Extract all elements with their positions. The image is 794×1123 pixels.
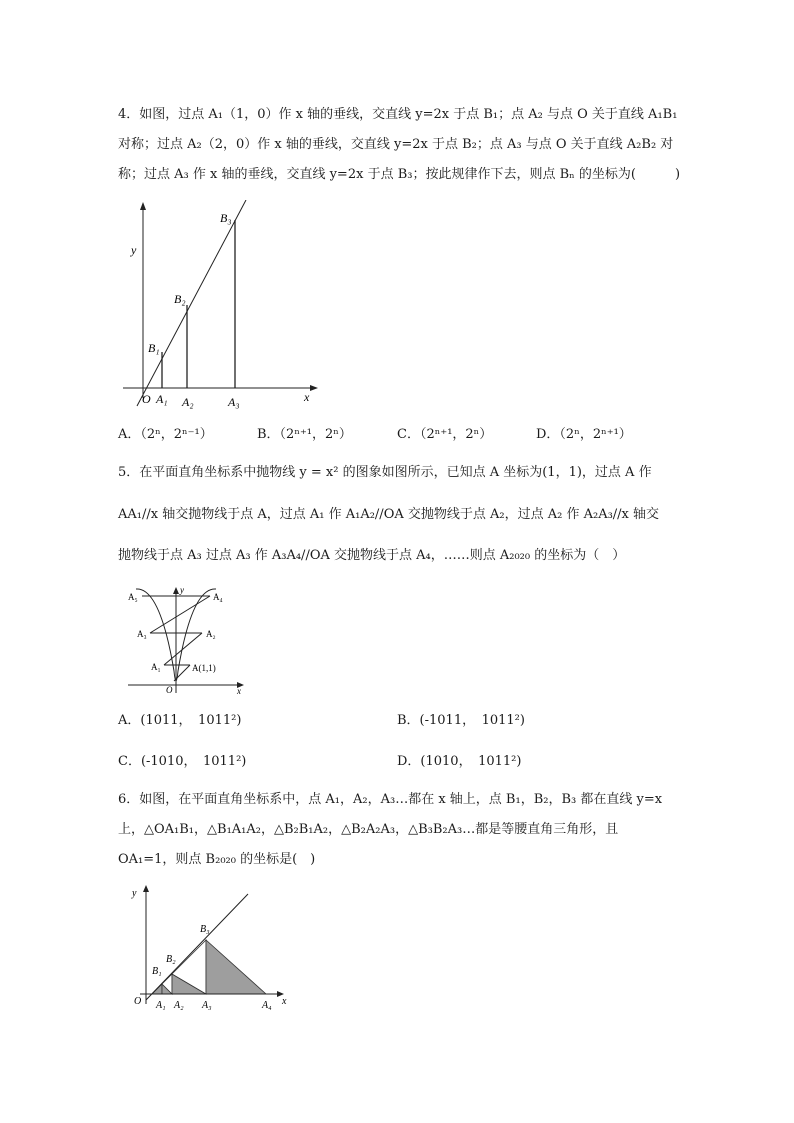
q4-option-d[interactable]: D．（2ⁿ，2ⁿ⁺¹）: [536, 427, 632, 442]
origin-label: O: [142, 392, 151, 406]
label-a3: A₃: [228, 395, 240, 409]
x-axis-label: x: [304, 390, 310, 404]
label-a2: A₂: [206, 629, 216, 639]
label-b1: B₁: [152, 966, 162, 977]
label-b2: B₂: [174, 292, 186, 306]
q5-text-line-2: AA₁//x 轴交抛物线于点 A，过点 A₁ 作 A₁A₂//OA 交抛物线于点 A₂，过点 A₂ 作 A₂A₃//x 轴交: [118, 507, 660, 522]
y-axis-arrow-icon: [143, 885, 149, 892]
segment-a3a4: [150, 596, 210, 633]
q4-text-line-3: 称；过点 A₃ 作 x 轴的垂线，交直线 y=2x 于点 B₃；按此规律作下去，则点 Bₙ 的坐标为( ): [118, 167, 681, 182]
q5-option-c[interactable]: C．(-1010， 1011²): [118, 754, 247, 769]
q5-option-d[interactable]: D．(1010， 1011²): [397, 754, 522, 769]
y-axis-label: y: [131, 243, 137, 257]
line-y-2x: [137, 200, 246, 406]
q6-figure: [124, 880, 294, 1015]
q4-text-line-1: 4．如图，过点 A₁（1，0）作 x 轴的垂线，交直线 y=2x 于点 B₁；点 A₂ 与点 O 关于直线 A₁B₁: [118, 107, 678, 122]
q4-option-a[interactable]: A．（2ⁿ，2ⁿ⁻¹）: [118, 427, 213, 442]
q4-option-b[interactable]: B．（2ⁿ⁺¹，2ⁿ）: [257, 427, 352, 442]
q6-text-line-2: 上，△OA₁B₁，△B₁A₁A₂，△B₂B₁A₂，△B₂A₂A₃，△B₃B₂A₃…都是等腰直角三角形，且: [118, 822, 619, 837]
label-a3: A₃: [137, 629, 147, 639]
origin-label: O: [134, 996, 142, 1007]
label-a2: A₂: [182, 395, 194, 409]
label-a2: A₂: [174, 1000, 184, 1011]
q5-option-b[interactable]: B．(-1011， 1011²): [397, 713, 525, 728]
y-axis-arrow-icon: [173, 587, 179, 594]
q5-text-line-1: 5．在平面直角坐标系中抛物线 y = x² 的图象如图所示，已知点 A 坐标为(1，1)，过点 A 作: [118, 465, 652, 480]
q5-figure: [120, 583, 250, 698]
q4-option-c[interactable]: C．（2ⁿ⁺¹，2ⁿ）: [397, 427, 493, 442]
x-axis-arrow-icon: [310, 385, 318, 391]
q5-option-a[interactable]: A．(1011， 1011²): [118, 713, 242, 728]
q6-text-line-1: 6．如图，在平面直角坐标系中，点 A₁，A₂，A₃…都在 x 轴上，点 B₁，B₂，B₃ 都在直线 y=x: [118, 792, 663, 807]
label-a1: A₁: [156, 1000, 166, 1011]
label-a4: A₄: [262, 1000, 272, 1011]
label-b2: B₂: [166, 954, 176, 965]
label-b3: B₃: [200, 924, 210, 935]
q5-text-line-3: 抛物线于点 A₃ 过点 A₃ 作 A₃A₄//OA 交抛物线于点 A₄，……则点 A₂₀₂₀ 的坐标为（ ）: [118, 548, 626, 563]
y-axis-label: y: [132, 888, 137, 899]
label-a1: A₁: [156, 392, 168, 406]
label-a-point: A(1,1): [192, 663, 216, 673]
q4-figure: [118, 200, 328, 410]
x-axis-label: x: [237, 686, 241, 696]
q4-text-line-2: 对称；过点 A₂（2，0）作 x 轴的垂线，交直线 y=2x 于点 B₂；点 A₃ 与点 O 关于直线 A₂B₂ 对: [118, 137, 674, 152]
label-a1: A₁: [151, 662, 161, 672]
label-a4: A₄: [213, 592, 223, 602]
label-b3: B₃: [220, 211, 232, 225]
label-a5: A₅: [128, 592, 138, 602]
triangle-b3a3a4: [206, 940, 266, 994]
origin-label: O: [166, 685, 173, 695]
label-b1: B₁: [148, 341, 160, 355]
y-axis-label: y: [180, 585, 184, 595]
q6-text-line-3: OA₁=1，则点 B₂₀₂₀ 的坐标是( ): [118, 852, 316, 867]
x-axis-label: x: [282, 996, 287, 1007]
y-axis-arrow-icon: [140, 202, 146, 210]
label-a3: A₃: [202, 1000, 212, 1011]
